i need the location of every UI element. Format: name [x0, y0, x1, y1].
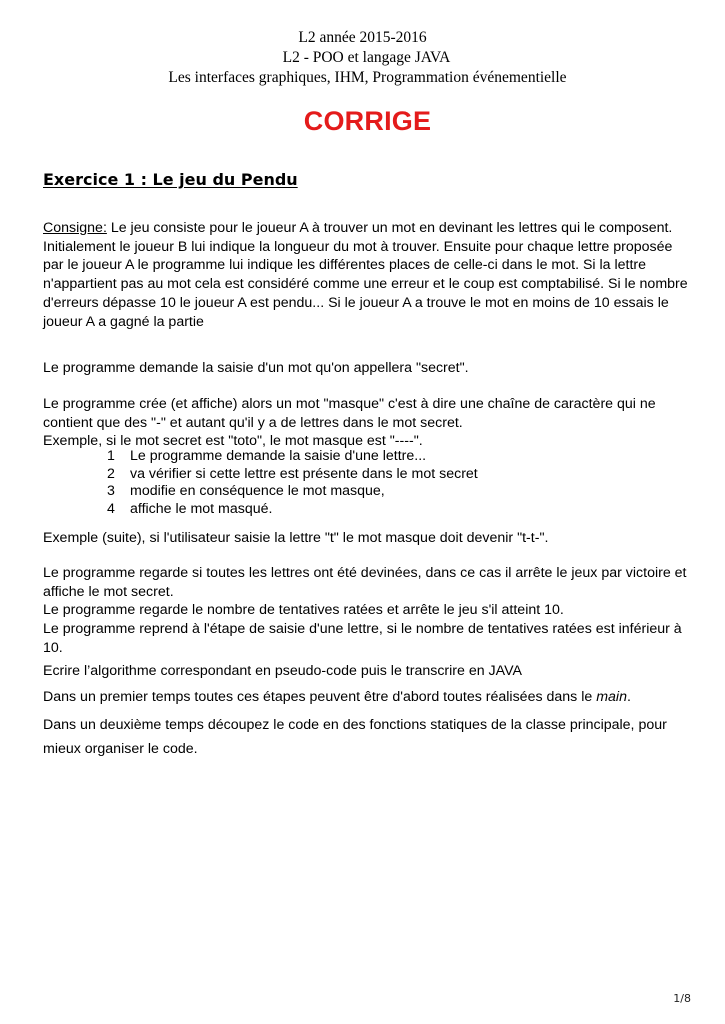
step-number: 4 [107, 500, 115, 517]
main-keyword: main [596, 689, 627, 705]
step-text: modifie en conséquence le mot masque, [130, 483, 385, 499]
instruction-algorithm: Ecrire l’algorithme correspondant en pseudo-code puis le transcrire en JAVA [43, 663, 522, 679]
list-item [107, 500, 627, 518]
header-line-course: L2 - POO et langage JAVA [282, 49, 451, 66]
masque-example: Exemple, si le mot secret est "toto", le mot masque est "----". [43, 433, 423, 450]
instruction-second-step: Dans un deuxième temps découpez le code en des fonctions statiques de la classe principale, pour mieux organiser le code. [43, 717, 667, 757]
step-text: Le programme demande la saisie d'une lettre... [130, 448, 427, 464]
step-number: 1 [107, 448, 115, 464]
rule-loop: Le programme reprend à l'étape de saisie d'une lettre, si le nombre de tentatives ratées est inférieur à 10. [43, 621, 682, 656]
document-header [0, 28, 725, 88]
list-item [107, 447, 627, 465]
example-suite-paragraph: Exemple (suite), si l'utilisateur saisie la lettre "t" le mot masque doit devenir "t-t-". [43, 530, 549, 546]
rule-defeat: Le programme regarde le nombre de tentatives ratées et arrête le jeu s'il atteint 10. [43, 602, 564, 619]
page-title: CORRIGE [303, 106, 432, 136]
rule-victory: Le programme regarde si toutes les lettres ont été devinées, dans ce cas il arrête le jeux par victoire et affiche le mot secret. [43, 565, 687, 600]
secret-paragraph: Le programme demande la saisie d'un mot qu'on appellera "secret". [43, 360, 469, 376]
consigne-paragraph [43, 219, 693, 331]
masque-paragraph [43, 395, 693, 451]
first-step-end: . [626, 689, 631, 705]
list-item [107, 465, 627, 483]
instruction-first-step [43, 688, 693, 707]
consigne-label: Consigne: [43, 220, 107, 236]
step-text: affiche le mot masqué. [130, 500, 273, 517]
masque-description: Le programme crée (et affiche) alors un mot "masque" c'est à dire une chaîne de caractère qui ne contient que des "-" et autant qu'il y a de lettres dans le mot secret. [43, 396, 656, 431]
header-line-topic: Les interfaces graphiques, IHM, Programmation événementielle [168, 69, 567, 86]
header-line-year: L2 année 2015-2016 [298, 29, 427, 46]
page-number: 1/8 [673, 992, 691, 1005]
steps-list [107, 447, 627, 517]
list-item [107, 482, 627, 500]
exercise-title: Exercice 1 : Le jeu du Pendu [43, 170, 298, 189]
step-number: 3 [107, 483, 115, 499]
step-text: va vérifier si cette lettre est présente dans le mot secret [130, 465, 478, 482]
rules-paragraph [43, 564, 693, 658]
step-number: 2 [107, 465, 115, 482]
first-step-text: Dans un premier temps toutes ces étapes peuvent être d'abord toutes réalisées dans le [43, 689, 597, 705]
consigne-text: Le jeu consiste pour le joueur A à trouver un mot en devinant les lettres qui le composent. Initialement le joueur B lui indique la longueur du mot à trouver. Ensuite pour chaque lettre proposée par le joueur A le programme lui indique les différentes places de celle-ci dans le mot. Si la lettre n'appartient pas au mot cela est considéré comme une erreur et le coup est comptabilisé. Si le nombre d'erreurs dépasse 10 le joueur A est pendu... Si le joueur A a trouve le mot en moins de 10 essais le joueur A a gagné la partie [43, 220, 688, 330]
